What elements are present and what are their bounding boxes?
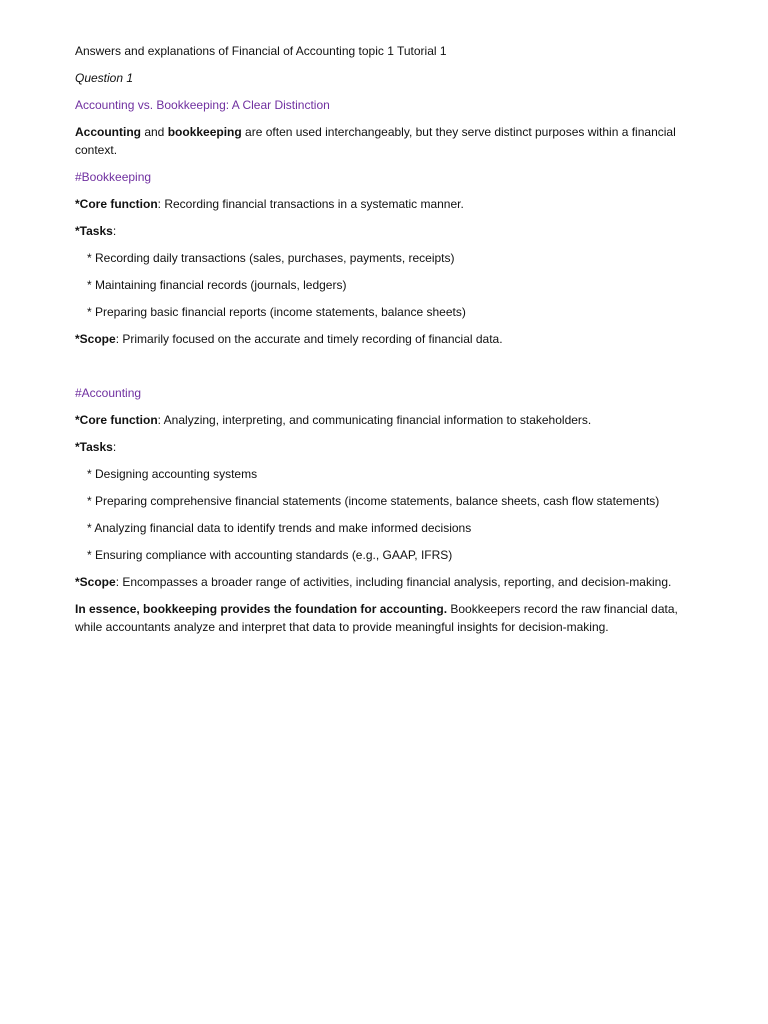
accounting-tasks-colon: : <box>112 440 117 454</box>
blank-line <box>75 357 695 384</box>
accounting-task-item: * Designing accounting systems <box>87 467 258 481</box>
accounting-core-label: *Core function <box>75 413 158 427</box>
bookkeeping-tasks-label-line <box>75 222 695 240</box>
conclusion-rest: Bookkeepers record the raw financial data, while accountants analyze and interpret that data to provide meaningful insights for decision-making. <box>75 602 678 634</box>
accounting-heading: #Accounting <box>75 386 142 400</box>
accounting-tasks-label: *Tasks <box>75 440 113 454</box>
bookkeeping-heading: #Bookkeeping <box>75 170 152 184</box>
intro-term-bookkeeping: bookkeeping <box>167 125 242 139</box>
document-page <box>75 42 695 645</box>
intro-rest: are often used interchangeably, but they serve distinct purposes within a financial context. <box>75 125 676 157</box>
bookkeeping-scope <box>75 330 695 348</box>
bookkeeping-core-label: *Core function <box>75 197 158 211</box>
conclusion-paragraph <box>75 600 695 636</box>
bookkeeping-core-text: : Recording financial transactions in a systematic manner. <box>157 197 464 211</box>
question-label: Question 1 <box>75 71 134 85</box>
bookkeeping-task-item: * Recording daily transactions (sales, purchases, payments, receipts) <box>87 251 455 265</box>
bookkeeping-core-function <box>75 195 695 213</box>
accounting-tasks-label-line <box>75 438 695 456</box>
accounting-scope-label: *Scope <box>75 575 116 589</box>
accounting-task-item: * Preparing comprehensive financial statements (income statements, balance sheets, cash flow statements) <box>87 494 660 508</box>
bookkeeping-tasks-label: *Tasks <box>75 224 113 238</box>
document-title: Answers and explanations of Financial of Accounting topic 1 Tutorial 1 <box>75 44 447 58</box>
intro-and: and <box>141 125 168 139</box>
intro-term-accounting: Accounting <box>75 125 141 139</box>
bookkeeping-tasks-colon: : <box>112 224 117 238</box>
section-heading: Accounting vs. Bookkeeping: A Clear Distinction <box>75 98 330 112</box>
accounting-task-item: * Analyzing financial data to identify trends and make informed decisions <box>87 521 472 535</box>
conclusion-bold: In essence, bookkeeping provides the foundation for accounting. <box>75 602 448 616</box>
bookkeeping-task-item: * Maintaining financial records (journals, ledgers) <box>87 278 347 292</box>
accounting-scope <box>75 573 695 591</box>
accounting-task-item: * Ensuring compliance with accounting standards (e.g., GAAP, IFRS) <box>87 548 453 562</box>
bookkeeping-task-item: * Preparing basic financial reports (income statements, balance sheets) <box>87 305 466 319</box>
bookkeeping-scope-label: *Scope <box>75 332 116 346</box>
intro-paragraph <box>75 123 695 159</box>
accounting-core-text: : Analyzing, interpreting, and communicating financial information to stakeholders. <box>157 413 592 427</box>
accounting-scope-text: : Encompasses a broader range of activities, including financial analysis, reporting, and decision-making. <box>115 575 672 589</box>
bookkeeping-scope-text: : Primarily focused on the accurate and timely recording of financial data. <box>115 332 503 346</box>
accounting-core-function <box>75 411 695 429</box>
